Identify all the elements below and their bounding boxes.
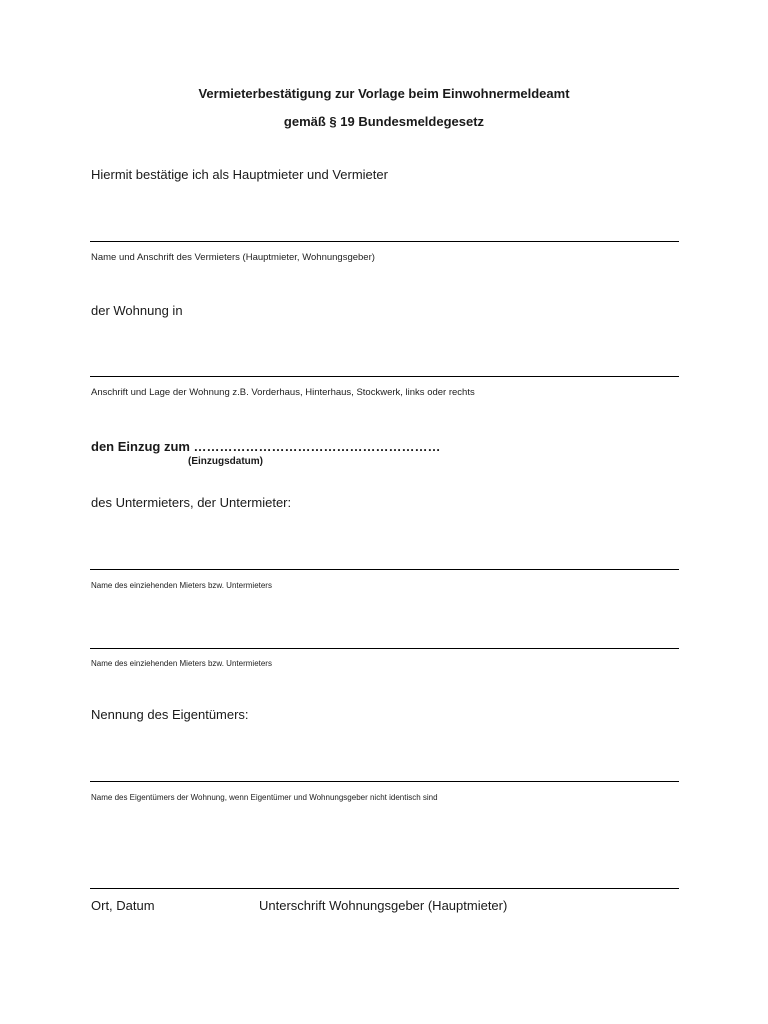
landlord-caption: Name und Anschrift des Vermieters (Hauptmieter, Wohnungsgeber) [91, 252, 375, 263]
apartment-caption: Anschrift und Lage der Wohnung z.B. Vorderhaus, Hinterhaus, Stockwerk, links oder rechts [91, 387, 475, 398]
document-title: Vermieterbestätigung zur Vorlage beim Einwohnermeldeamt [198, 86, 570, 101]
subtenant-caption-1: Name des einziehenden Mieters bzw. Untermieters [91, 581, 272, 590]
intro-text: Hiermit bestätige ich als Hauptmieter und Vermieter [91, 167, 388, 182]
owner-caption: Name des Eigentümers der Wohnung, wenn Eigentümer und Wohnungsgeber nicht identisch sind [91, 793, 438, 802]
signature-label: Unterschrift Wohnungsgeber (Hauptmieter) [259, 898, 508, 913]
owner-line[interactable] [90, 781, 679, 782]
move-in-field[interactable]: den Einzug zum ………………………………………………… [91, 439, 441, 454]
subtenant-caption-2: Name des einziehenden Mieters bzw. Untermieters [91, 659, 272, 668]
apartment-heading: der Wohnung in [91, 303, 183, 318]
move-in-date-note: (Einzugsdatum) [188, 456, 263, 467]
subtenant-line-2[interactable] [90, 648, 679, 649]
subtenants-heading: des Untermieters, der Untermieter: [91, 495, 292, 510]
landlord-line[interactable] [90, 241, 679, 242]
document-subtitle: gemäß § 19 Bundesmeldegesetz [283, 114, 485, 129]
owner-heading: Nennung des Eigentümers: [91, 707, 249, 722]
place-date-label: Ort, Datum [91, 898, 155, 913]
subtenant-line-1[interactable] [90, 569, 679, 570]
apartment-line[interactable] [90, 376, 679, 377]
signature-line[interactable] [90, 888, 679, 889]
